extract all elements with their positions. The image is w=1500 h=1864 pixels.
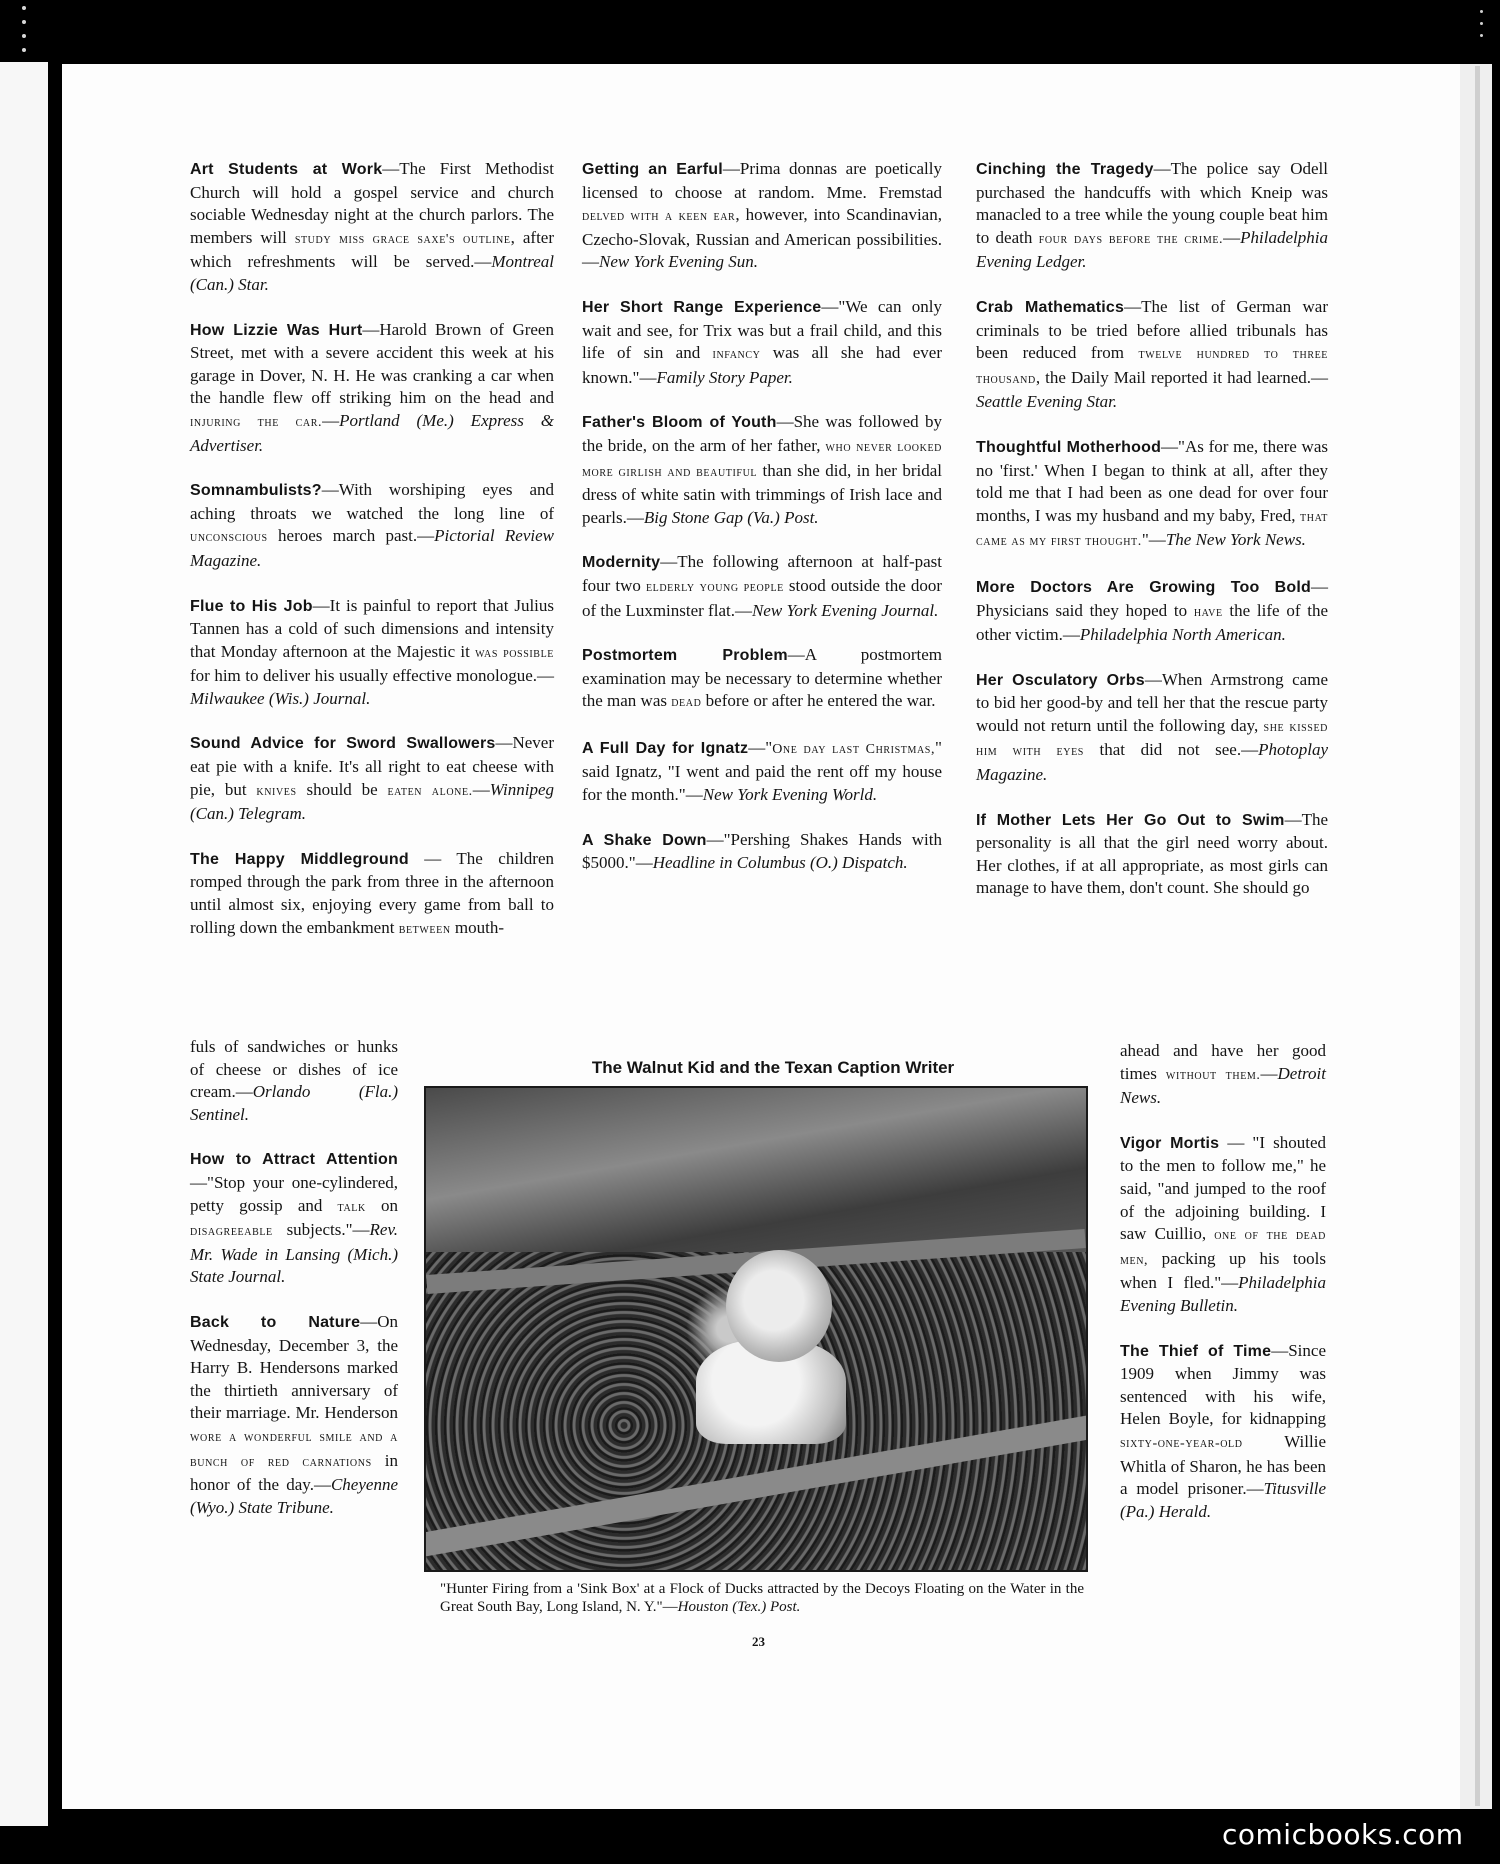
item-text: on <box>365 1195 398 1215</box>
item-text: before or after he entered the war. <box>701 691 936 711</box>
article-item <box>190 1311 398 1519</box>
item-text: —The personality is all that the girl need worry about. Her clothes, if at all appropriate, as most girls can manage to have them, don't count. She should go <box>976 809 1328 898</box>
item-headline: Cinching the Tragedy <box>976 161 1154 178</box>
item-headline: Vigor Mortis <box>1120 1134 1220 1152</box>
item-headline: If Mother Lets Her Go Out to Swim <box>976 811 1285 829</box>
item-headline: Her Osculatory Orbs <box>976 671 1145 689</box>
item-source: Cheyenne (Wyo.) State Tribune. <box>190 1475 398 1517</box>
item-text: fuls of sandwiches or hunks of cheese or dishes of ice cream.— <box>190 1037 398 1102</box>
item-source: Titusville (Pa.) Herald. <box>1120 1479 1326 1521</box>
item-smallcaps: injuring the car. <box>190 414 323 430</box>
item-source: Montreal (Can.) Star. <box>190 252 554 294</box>
article-item <box>190 595 554 711</box>
baby-in-walnuts-photo <box>424 1086 1088 1572</box>
article-item <box>190 848 554 941</box>
item-source: Pictorial Review Magazine. <box>190 526 554 570</box>
item-headline: More Doctors Are Growing Too Bold <box>976 578 1311 596</box>
item-smallcaps: was possible <box>475 645 554 661</box>
item-smallcaps: who never looked more girlish and beautiful <box>582 439 942 480</box>
item-smallcaps: One day last Christmas, <box>772 741 936 757</box>
item-text: in honor of the day.— <box>190 1450 398 1495</box>
item-smallcaps: without them. <box>1165 1067 1261 1083</box>
item-source: Seattle Evening Star. <box>976 392 1118 412</box>
item-text: —The following afternoon at half-past four two <box>582 552 942 595</box>
page-number: 23 <box>752 1634 765 1649</box>
item-text: "— <box>1141 530 1166 550</box>
item-source: Orlando (Fla.) Sentinel. <box>190 1082 398 1124</box>
article-item <box>582 644 942 715</box>
item-smallcaps: study miss grace saxe's outline <box>294 231 511 247</box>
item-text: mouth- <box>450 917 505 937</box>
item-text: stood outside the door of the Luxminster flat.— <box>582 575 942 620</box>
item-headline: Somnambulists? <box>190 482 322 500</box>
item-smallcaps: elderly young people <box>645 579 784 595</box>
item-text: was all she had ever known."— <box>582 343 943 387</box>
item-text: , the Daily Mail reported it had learned.— <box>1035 367 1328 387</box>
caption-text: "Hunter Firing from a 'Sink Box' at a Flock of Ducks attracted by the Decoys Floating on the Water in the Great South Bay, Long Island, N. Y."— <box>440 1581 1084 1615</box>
item-headline: Getting an Earful <box>582 161 723 178</box>
item-smallcaps: delved with a keen ear <box>582 209 736 225</box>
item-text: —It is painful to report that Julius Tannen has a cold of such dimensions and intensity that Monday afternoon at the Majestic it <box>190 595 555 661</box>
article-item <box>582 411 942 529</box>
item-text: —Physicians said they hoped to <box>976 576 1328 620</box>
item-headline: Flue to His Job <box>190 597 313 615</box>
item-source: New York Evening Sun. <box>599 252 758 272</box>
item-text: ahead and have her good times <box>1120 1041 1326 1083</box>
item-smallcaps: one of the dead men, <box>1120 1228 1326 1268</box>
item-text: —" <box>748 737 773 757</box>
item-headline: Sound Advice for Sword Swallowers <box>190 735 496 753</box>
item-text: — "I shouted to the men to follow me," he said, "and jumped to the roof of the adjoining building. I saw Cuillio, <box>1120 1132 1326 1244</box>
item-text: —"Pershing Shakes Hands with $5000."— <box>582 829 942 873</box>
item-smallcaps: have <box>1193 604 1223 620</box>
item-text: , however, into Scandinavian, Czecho-Slovak, Russian and American possibilities.— <box>582 205 942 272</box>
item-text: —A postmortem examination may be necessary to determine whether the man was <box>582 645 942 711</box>
item-text: —When Armstrong came to bid her good-by and tell her that the rescue party would not return until the following day, <box>976 669 1328 735</box>
article-item <box>190 479 554 572</box>
item-text: —"We can only wait and see, for Trix was but a frail child, and this life of sin and <box>582 296 942 363</box>
item-text: — <box>322 410 340 430</box>
item-headline: A Shake Down <box>582 831 707 849</box>
photo-baby-head <box>726 1250 832 1362</box>
item-smallcaps: infancy <box>712 347 761 363</box>
item-text: —Since 1909 when Jimmy was sentenced with his wife, Helen Boyle, for kidnapping <box>1120 1340 1326 1429</box>
item-source: Rev. Mr. Wade in Lansing (Mich.) State Journal. <box>190 1220 398 1287</box>
column-left <box>190 158 554 963</box>
item-headline: Her Short Range Experience <box>582 298 822 316</box>
item-source: Detroit News. <box>1120 1063 1326 1108</box>
item-headline: Father's Bloom of Youth <box>582 414 777 432</box>
item-text: —Prima donnas are poetically licensed to choose at random. Mme. Fremstad <box>582 159 942 202</box>
item-headline: Art Students at Work <box>190 161 383 178</box>
article-item <box>976 669 1328 787</box>
item-source: Family Story Paper. <box>656 367 793 387</box>
item-text: —The police say Odell purchased the handcuffs with which Kneip was manacled to a tree while the young couple beat him to death <box>976 159 1329 247</box>
item-headline: Back to Nature <box>190 1313 361 1331</box>
item-source: Philadelphia Evening Bulletin. <box>1120 1273 1326 1315</box>
photo-background <box>426 1088 1086 1252</box>
item-text: —The list of German war criminals to be tried before allied tribunals has been reduced from <box>976 296 1328 363</box>
item-text: should be <box>296 779 388 799</box>
article-item <box>190 732 554 825</box>
article-item <box>1120 1132 1326 1318</box>
item-smallcaps: knives <box>256 783 297 799</box>
item-headline: Modernity <box>582 554 661 572</box>
article-item <box>582 737 942 807</box>
item-smallcaps: sixty-one-year-old <box>1120 1435 1243 1451</box>
item-source: Headline in Columbus (O.) Dispatch. <box>652 853 908 873</box>
item-text: —"As for me, there was no 'first.' When I began to think at all, after they told me that I had been as one dead for over four months, I was my husband and my baby, Fred, <box>976 436 1328 525</box>
item-text: for him to deliver his usually effective monologue.— <box>190 666 554 686</box>
item-smallcaps: unconscious <box>190 530 268 546</box>
scan-margin-marks-right <box>1480 10 1486 50</box>
article-item <box>190 1148 398 1289</box>
item-smallcaps: dead <box>671 695 702 711</box>
item-text: — <box>1223 227 1241 247</box>
item-text: —"Stop your one-cylindered, petty gossip and <box>190 1172 398 1215</box>
page-edge-shadow <box>1475 66 1480 1806</box>
item-smallcaps: twelve hundred to three thousand <box>976 347 1329 387</box>
photo-caption <box>440 1580 1084 1616</box>
item-text: heroes march past.— <box>267 526 435 546</box>
item-headline: How to Attract Attention <box>190 1151 398 1169</box>
item-smallcaps: four days before the crime. <box>1038 231 1224 247</box>
item-headline: Crab Mathematics <box>976 298 1125 316</box>
item-headline: Thoughtful Motherhood <box>976 438 1162 456</box>
article-item <box>976 436 1328 554</box>
article-item <box>1120 1340 1326 1524</box>
item-text: —She was followed by the bride, on the arm of her father, <box>582 412 942 455</box>
article-item <box>582 158 942 274</box>
item-text: —On Wednesday, December 3, the Harry B. Hendersons marked the thirtieth anniversary of their marriage. Mr. Henderson <box>190 1311 398 1423</box>
item-headline: How Lizzie Was Hurt <box>190 321 363 339</box>
facing-page-edge <box>0 62 48 1826</box>
column-right <box>976 158 1328 922</box>
item-text: — The children romped through the park from three in the afternoon until almost six, enjoying every game from ball to rolling down the embankment <box>190 848 554 937</box>
column-middle <box>582 158 942 897</box>
item-source: Big Stone Gap (Va.) Post. <box>643 507 819 527</box>
item-headline: Postmortem Problem <box>582 647 788 665</box>
item-source: Photoplay Magazine. <box>976 740 1328 785</box>
item-happy-middleground-end <box>190 1036 398 1126</box>
item-text: —Harold Brown of Green Street, met with a severe accident this week at his garage in Dover, N. H. He was cranking a car when the handle flew off striking him on the head and <box>190 319 554 408</box>
item-text: subjects."— <box>272 1220 370 1240</box>
item-smallcaps: that came as my first thought. <box>976 509 1328 550</box>
item-source: The New York News. <box>1165 530 1306 550</box>
article-item <box>976 576 1328 647</box>
article-item <box>976 158 1328 274</box>
item-source: Portland (Me.) Express & Advertiser. <box>190 410 555 455</box>
item-headline: The Thief of Time <box>1120 1342 1272 1360</box>
item-text: the life of the other victim.— <box>976 600 1328 645</box>
item-text: —With worshiping eyes and aching throats we watched the long line of <box>190 480 554 523</box>
item-text: , after which refreshments will be served.— <box>190 227 555 272</box>
item-source: New York Evening Journal. <box>751 600 939 620</box>
item-smallcaps: talk <box>337 1199 366 1215</box>
article-item <box>582 829 942 875</box>
item-smallcaps: between <box>398 921 451 937</box>
item-smallcaps: eaten alone. <box>387 783 473 799</box>
column-left-continuation <box>190 1036 398 1541</box>
photo-title: The Walnut Kid and the Texan Caption Writer <box>591 1058 955 1077</box>
item-source: Philadelphia North American. <box>1079 625 1286 645</box>
article-item <box>190 158 554 297</box>
item-source: Philadelphia Evening Ledger. <box>976 227 1328 272</box>
item-text: Willie Whitla of Sharon, he has been a model prisoner.— <box>1120 1431 1326 1499</box>
item-text: " said Ignatz, "I went and paid the rent off my house for the month."— <box>582 737 942 805</box>
item-source: Winnipeg (Can.) Telegram. <box>190 779 554 824</box>
item-source: New York Evening World. <box>702 785 878 805</box>
item-text: —Never eat pie with a knife. It's all right to eat cheese with pie, but <box>190 733 554 799</box>
article-item <box>976 809 1328 900</box>
item-smallcaps: she kissed him with eyes <box>976 719 1328 760</box>
article-item <box>190 319 554 458</box>
item-text: — <box>472 779 490 799</box>
item-source: Milwaukee (Wis.) Journal. <box>190 688 371 708</box>
watermark: comicbooks.com <box>1222 1818 1464 1851</box>
item-text: — <box>1260 1063 1278 1083</box>
column-right-continuation <box>1120 1040 1326 1545</box>
item-text: than she did, in her bridal dress of white satin with trimmings of Irish lace and pearls.— <box>582 460 942 527</box>
article-item <box>582 296 942 389</box>
scan-margin-marks <box>22 6 28 62</box>
item-mother-swim-end <box>1120 1040 1326 1110</box>
article-item <box>976 296 1328 414</box>
item-text: packing up his tools when I fled."— <box>1120 1248 1326 1293</box>
item-smallcaps: disagreeable <box>190 1224 273 1240</box>
caption-source: Houston (Tex.) Post. <box>677 1599 801 1615</box>
item-text: —The First Methodist Church will hold a gospel service and church sociable Wednesday night at the church parlors. The members will <box>190 159 554 247</box>
item-text: that did not see.— <box>1083 740 1259 760</box>
item-headline: The Happy Middleground <box>190 850 409 868</box>
item-headline: A Full Day for Ignatz <box>582 739 749 757</box>
item-smallcaps: wore a wonderful smile and a bunch of red carnations <box>190 1429 398 1470</box>
article-item <box>582 551 942 622</box>
